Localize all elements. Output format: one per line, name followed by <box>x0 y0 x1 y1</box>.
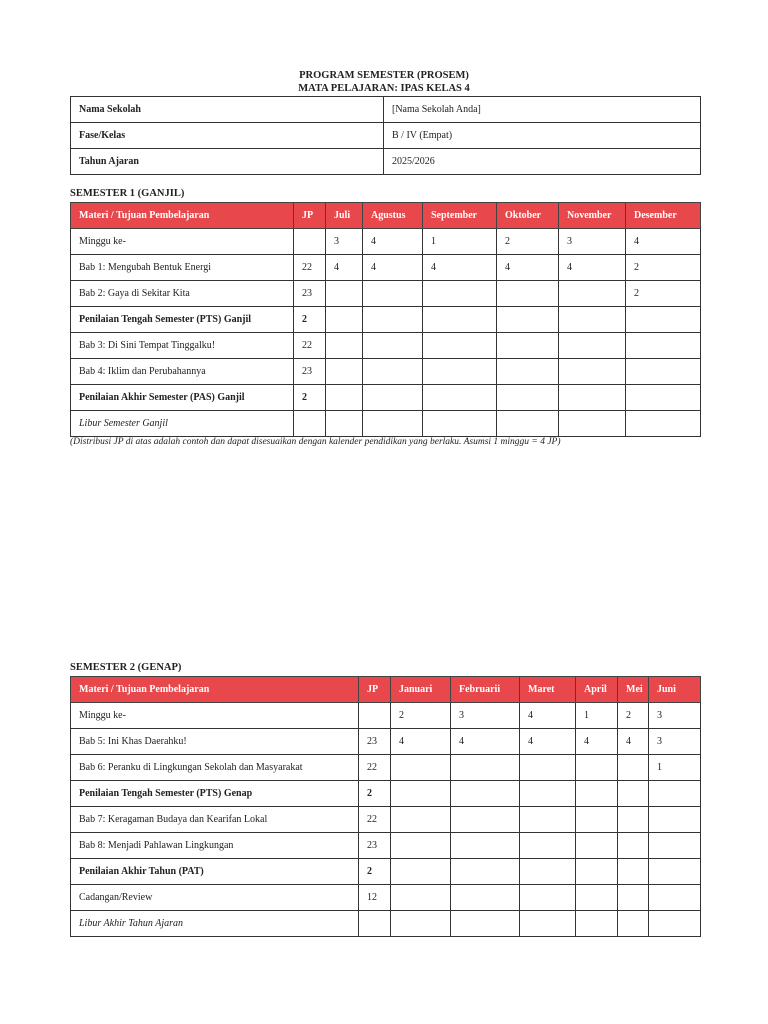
week-cell <box>520 911 576 937</box>
column-header: Mei <box>618 677 649 703</box>
week-cell <box>326 411 363 437</box>
week-cell <box>423 307 497 333</box>
info-row <box>71 149 701 175</box>
column-header: Desember <box>626 203 701 229</box>
column-header: Materi / Tujuan Pembelajaran <box>71 677 359 703</box>
week-cell <box>363 307 423 333</box>
column-header: JP <box>359 677 391 703</box>
table-row <box>71 333 701 359</box>
table-row <box>71 703 701 729</box>
week-cell: 2 <box>626 255 701 281</box>
week-cell: 2 <box>391 703 451 729</box>
week-cell <box>576 859 618 885</box>
week-cell <box>423 281 497 307</box>
week-cell <box>423 385 497 411</box>
week-cell <box>520 833 576 859</box>
week-cell <box>497 411 559 437</box>
material-cell: Minggu ke- <box>71 229 294 255</box>
semester2-heading: SEMESTER 2 (GENAP) <box>70 662 182 673</box>
table-row <box>71 229 701 255</box>
week-cell: 4 <box>326 255 363 281</box>
jp-cell <box>359 703 391 729</box>
week-cell <box>626 307 701 333</box>
table-row <box>71 281 701 307</box>
week-cell <box>451 833 520 859</box>
week-cell <box>497 385 559 411</box>
column-header: April <box>576 677 618 703</box>
jp-cell: 22 <box>294 333 326 359</box>
week-cell <box>391 755 451 781</box>
column-header: Juni <box>649 677 701 703</box>
doc-subtitle: MATA PELAJARAN: IPAS KELAS 4 <box>298 83 470 94</box>
week-cell <box>451 807 520 833</box>
doc-title: PROGRAM SEMESTER (PROSEM) <box>299 70 469 81</box>
week-cell <box>649 885 701 911</box>
week-cell <box>497 281 559 307</box>
info-label: Fase/Kelas <box>71 123 384 149</box>
week-cell <box>423 359 497 385</box>
material-cell: Bab 1: Mengubah Bentuk Energi <box>71 255 294 281</box>
week-cell <box>649 859 701 885</box>
week-cell <box>618 781 649 807</box>
info-value: [Nama Sekolah Anda] <box>384 97 701 123</box>
jp-cell: 22 <box>359 807 391 833</box>
semester2-table <box>70 676 701 937</box>
week-cell <box>391 911 451 937</box>
table-row <box>71 807 701 833</box>
week-cell: 4 <box>363 229 423 255</box>
column-header: Januari <box>391 677 451 703</box>
week-cell <box>423 333 497 359</box>
jp-cell <box>294 411 326 437</box>
week-cell <box>451 911 520 937</box>
material-cell: Penilaian Tengah Semester (PTS) Genap <box>71 781 359 807</box>
table-row <box>71 307 701 333</box>
week-cell: 2 <box>626 281 701 307</box>
jp-cell: 23 <box>359 833 391 859</box>
week-cell <box>520 807 576 833</box>
week-cell <box>618 911 649 937</box>
week-cell: 4 <box>520 703 576 729</box>
info-label: Nama Sekolah <box>71 97 384 123</box>
material-cell: Bab 4: Iklim dan Perubahannya <box>71 359 294 385</box>
week-cell <box>363 281 423 307</box>
material-cell: Bab 2: Gaya di Sekitar Kita <box>71 281 294 307</box>
column-header: Materi / Tujuan Pembelajaran <box>71 203 294 229</box>
week-cell: 4 <box>576 729 618 755</box>
jp-cell <box>294 229 326 255</box>
week-cell <box>391 859 451 885</box>
table-row <box>71 833 701 859</box>
week-cell: 2 <box>618 703 649 729</box>
table-row <box>71 729 701 755</box>
week-cell <box>649 781 701 807</box>
week-cell <box>576 885 618 911</box>
week-cell <box>559 333 626 359</box>
column-header: Maret <box>520 677 576 703</box>
material-cell: Penilaian Tengah Semester (PTS) Ganjil <box>71 307 294 333</box>
week-cell <box>576 833 618 859</box>
week-cell <box>618 755 649 781</box>
week-cell: 4 <box>497 255 559 281</box>
week-cell <box>326 333 363 359</box>
week-cell <box>559 385 626 411</box>
info-row <box>71 97 701 123</box>
material-cell: Penilaian Akhir Tahun (PAT) <box>71 859 359 885</box>
week-cell <box>649 807 701 833</box>
week-cell <box>618 833 649 859</box>
week-cell: 3 <box>649 703 701 729</box>
week-cell <box>391 781 451 807</box>
week-cell: 4 <box>391 729 451 755</box>
material-cell: Bab 7: Keragaman Budaya dan Kearifan Lokal <box>71 807 359 833</box>
week-cell: 3 <box>326 229 363 255</box>
week-cell <box>576 807 618 833</box>
info-row <box>71 123 701 149</box>
week-cell: 1 <box>423 229 497 255</box>
week-cell <box>363 333 423 359</box>
week-cell <box>576 781 618 807</box>
material-cell: Bab 5: Ini Khas Daerahku! <box>71 729 359 755</box>
jp-cell: 23 <box>294 281 326 307</box>
week-cell <box>423 411 497 437</box>
school-info-table <box>70 96 701 175</box>
jp-cell: 12 <box>359 885 391 911</box>
week-cell <box>626 333 701 359</box>
week-cell <box>649 833 701 859</box>
week-cell: 2 <box>497 229 559 255</box>
week-cell <box>326 359 363 385</box>
column-header: Oktober <box>497 203 559 229</box>
week-cell <box>626 385 701 411</box>
week-cell <box>363 359 423 385</box>
week-cell: 4 <box>423 255 497 281</box>
week-cell: 4 <box>626 229 701 255</box>
jp-cell: 22 <box>294 255 326 281</box>
week-cell <box>559 281 626 307</box>
week-cell: 3 <box>559 229 626 255</box>
jp-cell: 2 <box>359 781 391 807</box>
jp-cell: 2 <box>359 859 391 885</box>
material-cell: Bab 3: Di Sini Tempat Tinggalku! <box>71 333 294 359</box>
material-cell: Bab 8: Menjadi Pahlawan Lingkungan <box>71 833 359 859</box>
week-cell <box>451 859 520 885</box>
table-row <box>71 359 701 385</box>
week-cell <box>520 755 576 781</box>
info-label: Tahun Ajaran <box>71 149 384 175</box>
week-cell: 4 <box>618 729 649 755</box>
week-cell <box>326 385 363 411</box>
week-cell: 1 <box>649 755 701 781</box>
column-header: September <box>423 203 497 229</box>
column-header: Februarii <box>451 677 520 703</box>
week-cell: 4 <box>520 729 576 755</box>
semester1-heading: SEMESTER 1 (GANJIL) <box>70 188 185 199</box>
info-value: B / IV (Empat) <box>384 123 701 149</box>
material-cell: Cadangan/Review <box>71 885 359 911</box>
week-cell <box>451 755 520 781</box>
week-cell <box>497 307 559 333</box>
jp-cell: 22 <box>359 755 391 781</box>
week-cell <box>391 885 451 911</box>
info-value: 2025/2026 <box>384 149 701 175</box>
week-cell: 4 <box>559 255 626 281</box>
week-cell <box>326 281 363 307</box>
table-row <box>71 885 701 911</box>
table-row <box>71 255 701 281</box>
week-cell <box>520 885 576 911</box>
week-cell <box>363 411 423 437</box>
column-header: Agustus <box>363 203 423 229</box>
semester2-header-row <box>71 677 701 703</box>
jp-distribution-note: (Distribusi JP di atas adalah contoh dan dapat disesuaikan dengan kalender pendidikan yang berlaku. Asumsi 1 minggu = 4 JP) <box>70 437 561 447</box>
semester1-header-row <box>71 203 701 229</box>
week-cell <box>451 781 520 807</box>
material-cell: Libur Akhir Tahun Ajaran <box>71 911 359 937</box>
week-cell <box>618 859 649 885</box>
table-row <box>71 911 701 937</box>
material-cell: Bab 6: Peranku di Lingkungan Sekolah dan Masyarakat <box>71 755 359 781</box>
week-cell <box>391 833 451 859</box>
column-header: Juli <box>326 203 363 229</box>
week-cell <box>520 781 576 807</box>
week-cell <box>326 307 363 333</box>
week-cell <box>451 885 520 911</box>
jp-cell: 23 <box>359 729 391 755</box>
week-cell: 1 <box>576 703 618 729</box>
table-row <box>71 781 701 807</box>
week-cell: 4 <box>363 255 423 281</box>
week-cell <box>626 411 701 437</box>
material-cell: Minggu ke- <box>71 703 359 729</box>
table-row <box>71 755 701 781</box>
week-cell <box>520 859 576 885</box>
week-cell <box>559 307 626 333</box>
jp-cell: 2 <box>294 385 326 411</box>
table-row <box>71 411 701 437</box>
week-cell: 3 <box>451 703 520 729</box>
table-row <box>71 859 701 885</box>
material-cell: Penilaian Akhir Semester (PAS) Ganjil <box>71 385 294 411</box>
week-cell <box>391 807 451 833</box>
week-cell <box>497 359 559 385</box>
week-cell <box>576 911 618 937</box>
week-cell <box>559 359 626 385</box>
week-cell <box>559 411 626 437</box>
week-cell <box>649 911 701 937</box>
week-cell <box>576 755 618 781</box>
week-cell <box>363 385 423 411</box>
week-cell <box>618 885 649 911</box>
week-cell: 3 <box>649 729 701 755</box>
column-header: JP <box>294 203 326 229</box>
material-cell: Libur Semester Ganjil <box>71 411 294 437</box>
jp-cell <box>359 911 391 937</box>
column-header: November <box>559 203 626 229</box>
week-cell <box>497 333 559 359</box>
week-cell: 4 <box>451 729 520 755</box>
week-cell <box>626 359 701 385</box>
week-cell <box>618 807 649 833</box>
table-row <box>71 385 701 411</box>
semester1-table <box>70 202 701 437</box>
jp-cell: 2 <box>294 307 326 333</box>
jp-cell: 23 <box>294 359 326 385</box>
